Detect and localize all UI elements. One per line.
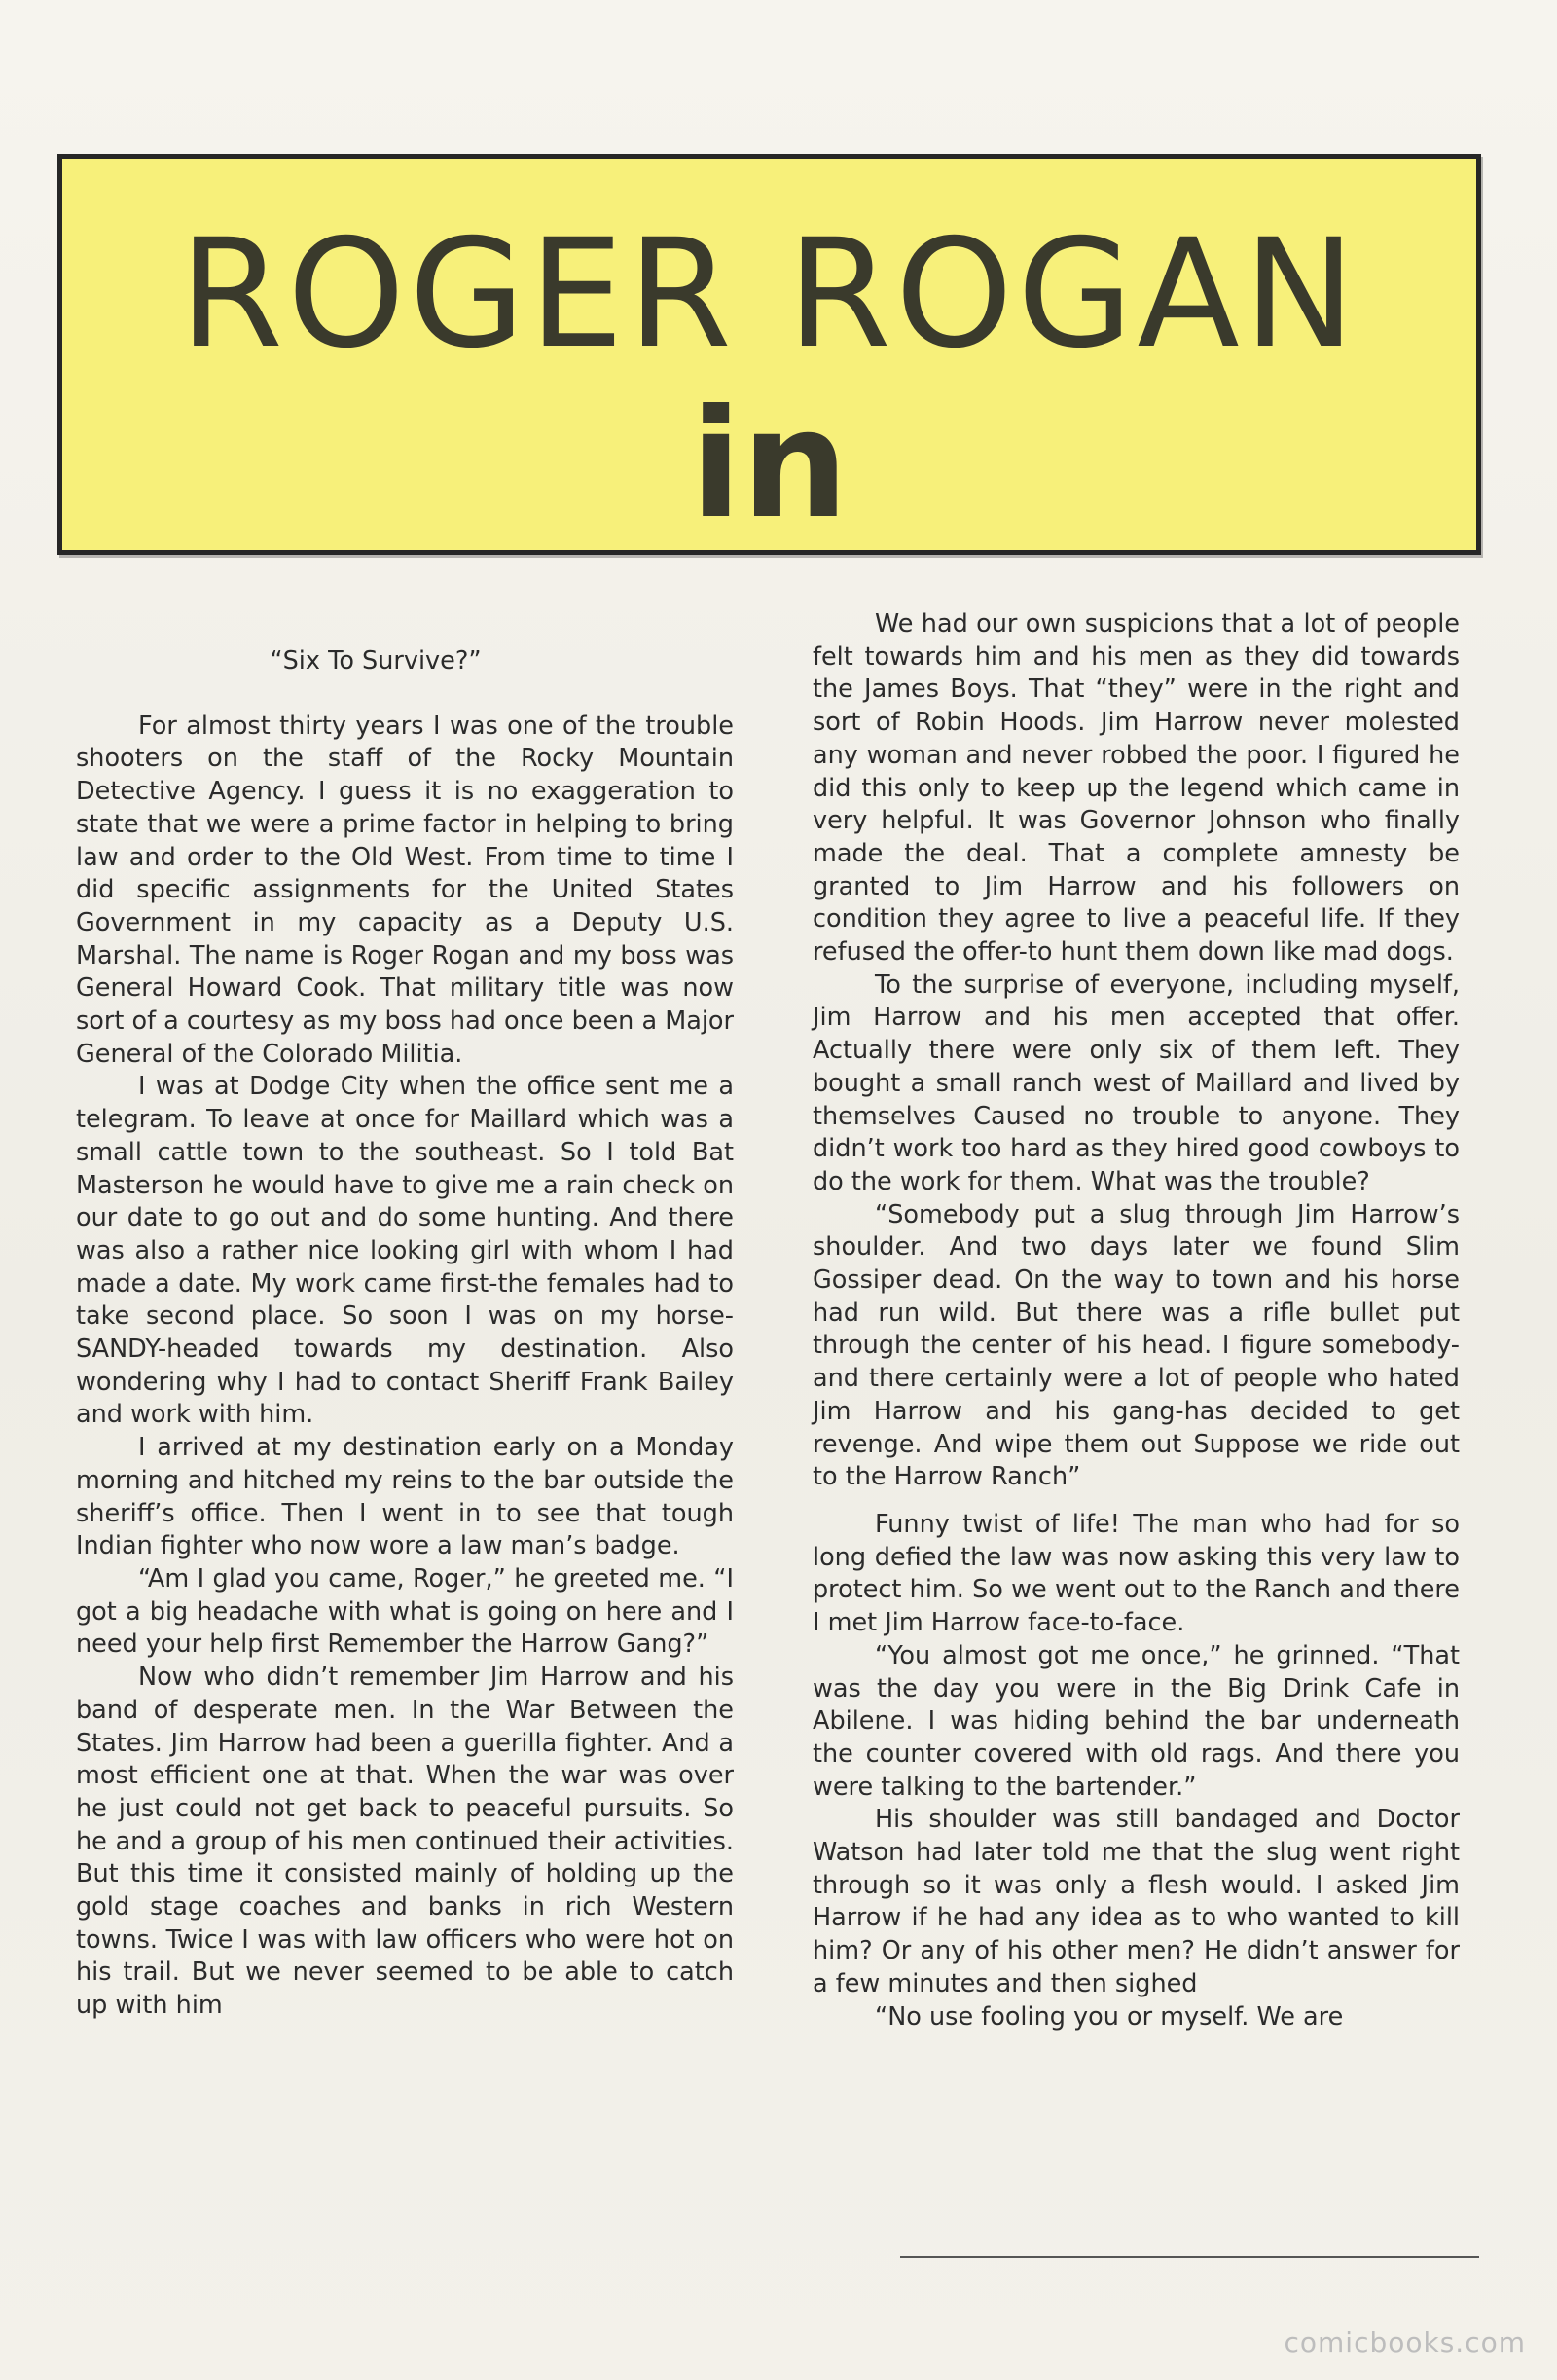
right-paragraph-5: “You almost got me once,” he grinned. “That was the day you were in the Big Drink Cafe in Abilene. I was hiding behind the bar underneath the counter covered with old rags. And there you were talking to the bartender.”: [813, 1640, 1460, 1802]
right-column: [813, 608, 1460, 2033]
bottom-rule: [900, 2256, 1479, 2258]
right-paragraph-6: His shoulder was still bandaged and Doctor Watson had later told me that the slug went right through so it was only a flesh would. I asked Jim Harrow if he had any idea as to who wanted to kill him? Or any of his other men? He didn’t answer for a few minutes and then sighed: [813, 1805, 1460, 1998]
right-paragraph-2: To the surprise of everyone, including myself, Jim Harrow and his men accepted that offer. Actually there were only six of them left. They bought a small ranch west of Maillard and lived by themselves Caused no trouble to anyone. They didn’t work too hard as they hired good cowboys to do the work for them. What was the trouble?: [813, 970, 1460, 1196]
left-paragraph-4: “Am I glad you came, Roger,” he greeted me. “I got a big headache with what is going on here and I need your help first Remember the Harrow Gang?”: [76, 1563, 734, 1660]
watermark: comicbooks.com: [1284, 2326, 1526, 2359]
story-title: “Six To Survive?”: [270, 646, 482, 676]
left-paragraph-3: I arrived at my destination early on a Monday morning and hitched my reins to the bar outside the sheriff’s office. Then I went in to see that tough Indian fighter who now wore a law man’s badge.: [76, 1433, 734, 1561]
title-in: in: [690, 378, 849, 552]
left-column: [76, 645, 734, 2023]
left-paragraph-5: Now who didn’t remember Jim Harrow and his band of desperate men. In the War Between the States. Jim Harrow had been a guerilla fighter. And a most efficient one at that. When the war was over he just could not get back to peaceful pursuits. So he and a group of his men continued their activities. But this time it consisted mainly of holding up the gold stage coaches and banks in rich Western towns. Twice I was with law officers who were hot on his trail. But we never seemed to be able to catch up with him: [76, 1663, 734, 2021]
right-paragraph-3: “Somebody put a slug through Jim Harrow’s shoulder. And two days later we found Slim Gossiper dead. On the way to town and his horse had run wild. But there was a rifle bullet put through the center of his head. I figure somebody-and there certainly were a lot of people who hated Jim Harrow and his gang-has decided to get revenge. And wipe them out Suppose we ride out to the Harrow Ranch”: [813, 1199, 1460, 1492]
title-banner: [57, 154, 1481, 555]
right-paragraph-7: “No use fooling you or myself. We are: [875, 2001, 1344, 2032]
title-name: ROGER ROGAN: [179, 207, 1359, 382]
right-paragraph-4: Funny twist of life! The man who had for so long defied the law was now asking this very law to protect him. So we went out to the Ranch and there I met Jim Harrow face-to-face.: [813, 1509, 1460, 1638]
right-paragraph-1: We had our own suspicions that a lot of people felt towards him and his men as they did towards the James Boys. That “they” were in the right and sort of Robin Hoods. Jim Harrow never molested any woman and never robbed the poor. I figured he did this only to keep up the legend which came in very helpful. It was Governor Johnson who finally made the deal. That a complete amnesty be granted to Jim Harrow and his followers on condition they agree to live a peaceful life. If they refused the offer-to hunt them down like mad dogs.: [813, 609, 1460, 968]
left-paragraph-2: I was at Dodge City when the office sent me a telegram. To leave at once for Maillard which was a small cattle town to the southeast. So I told Bat Masterson he would have to give me a rain check on our date to go out and do some hunting. And there was also a rather nice looking girl with whom I had made a date. My work came first-the females had to take second place. So soon I was on my horse-SANDY-headed towards my destination. Also wondering why I had to contact Sheriff Frank Bailey and work with him.: [76, 1072, 734, 1430]
left-paragraph-1: For almost thirty years I was one of the trouble shooters on the staff of the Rocky Mountain Detective Agency. I guess it is no exaggeration to state that we were a prime factor in helping to bring law and order to the Old West. From time to time I did specific assignments for the United States Government in my capacity as a Deputy U.S. Marshal. The name is Roger Rogan and my boss was General Howard Cook. That military title was now sort of a courtesy as my boss had once been a Major General of the Colorado Militia.: [76, 711, 734, 1069]
